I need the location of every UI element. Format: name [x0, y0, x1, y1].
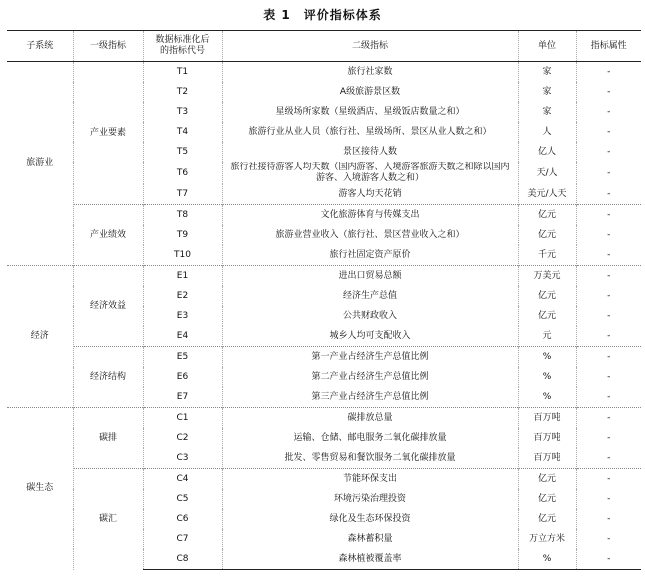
- code-cell: T6: [143, 162, 222, 184]
- unit-cell: 亿元: [518, 205, 576, 226]
- unit-cell: 千元: [518, 245, 576, 266]
- code-cell: E5: [143, 347, 222, 368]
- unit-cell: 亿元: [518, 306, 576, 326]
- attribute-cell: -: [607, 86, 611, 97]
- attribute-cell: -: [607, 229, 611, 240]
- unit-cell: 亿元: [518, 469, 576, 490]
- attribute-cell: -: [607, 106, 611, 117]
- primary-index-cell: 碳排: [73, 408, 143, 469]
- attribute-cell: -: [607, 310, 611, 321]
- code-cell: T3: [143, 102, 222, 122]
- attribute-cell: -: [607, 330, 611, 341]
- attribute-cell: -: [576, 469, 641, 490]
- code-cell: C8: [143, 549, 222, 570]
- attribute-cell: -: [576, 266, 641, 287]
- attribute-cell: -: [576, 549, 641, 570]
- attribute-cell: -: [607, 513, 611, 524]
- table-row: [7, 62, 641, 83]
- unit-cell: %: [518, 367, 576, 387]
- code-cell: T4: [143, 122, 222, 142]
- code-cell: C4: [143, 469, 222, 490]
- secondary-index-cell: 景区接待人数: [222, 142, 518, 162]
- unit-cell: 亿元: [518, 225, 576, 245]
- subsystem-cell: 经济: [7, 266, 73, 408]
- header-code: 数据标准化后 的指标代号: [143, 31, 222, 62]
- table-row: [7, 205, 641, 226]
- table-row: [7, 347, 641, 368]
- secondary-index-cell: 批发、零售贸易和餐饮服务二氧化碳排放量: [222, 448, 518, 469]
- unit-cell: 家: [518, 102, 576, 122]
- attribute-cell: -: [607, 290, 611, 301]
- code-cell: C5: [143, 489, 222, 509]
- unit-cell: 亿元: [518, 509, 576, 529]
- unit-cell: %: [518, 549, 576, 570]
- header-attribute: 指标属性: [576, 31, 641, 62]
- code-cell: E1: [143, 266, 222, 287]
- secondary-index-cell: 森林植被覆盖率: [222, 549, 518, 570]
- secondary-index-cell: 旅游业营业收入（旅行社、景区营业收入之和）: [222, 225, 518, 245]
- secondary-index-cell: 经济生产总值: [222, 286, 518, 306]
- evaluation-index-table: [7, 30, 641, 570]
- secondary-index-cell: 运输、仓储、邮电服务二氧化碳排放量: [222, 428, 518, 448]
- secondary-index-cell: 第三产业占经济生产总值比例: [222, 387, 518, 408]
- code-cell: C6: [143, 509, 222, 529]
- code-cell: C1: [143, 408, 222, 429]
- code-cell: T9: [143, 225, 222, 245]
- secondary-index-cell: 绿化及生态环保投资: [222, 509, 518, 529]
- secondary-index-cell: 文化旅游体育与传媒支出: [222, 205, 518, 226]
- secondary-index-cell: 碳排放总量: [222, 408, 518, 429]
- secondary-index-cell: 旅行社家数: [222, 62, 518, 83]
- attribute-cell: -: [607, 391, 611, 402]
- secondary-index-cell: 节能环保支出: [222, 469, 518, 490]
- unit-cell: 天/人: [518, 162, 576, 184]
- subsystem-cell: 旅游业: [7, 62, 73, 266]
- attribute-cell: -: [607, 66, 611, 77]
- secondary-index-cell: 星级场所家数（星级酒店、星级饭店数量之和）: [222, 102, 518, 122]
- unit-cell: 家: [518, 62, 576, 83]
- unit-cell: 元: [518, 326, 576, 347]
- code-cell: E4: [143, 326, 222, 347]
- code-cell: E2: [143, 286, 222, 306]
- table-body: [7, 62, 641, 570]
- primary-index-cell: 产业绩效: [73, 205, 143, 266]
- attribute-cell: -: [607, 533, 611, 544]
- code-cell: T8: [143, 205, 222, 226]
- attribute-cell: -: [607, 249, 611, 260]
- table-row: [7, 408, 641, 429]
- subsystem-cell: 碳生态: [7, 408, 73, 570]
- code-cell: C2: [143, 428, 222, 448]
- code-cell: T2: [143, 82, 222, 102]
- attribute-cell: -: [576, 205, 641, 226]
- attribute-cell: -: [607, 371, 611, 382]
- secondary-index-cell: 旅行社接待游客人均天数（国内游客、入境游客旅游天数之和除以国内游客、入境游客人数之和）: [222, 162, 518, 184]
- secondary-index-cell: 游客人均天花销: [222, 184, 518, 205]
- secondary-index-cell: 第一产业占经济生产总值比例: [222, 347, 518, 368]
- header-subsystem: 子系统: [7, 31, 73, 62]
- header-secondary-index: 二级指标: [222, 31, 518, 62]
- secondary-index-cell: 环境污染治理投资: [222, 489, 518, 509]
- attribute-cell: -: [576, 347, 641, 368]
- attribute-cell: -: [607, 188, 611, 199]
- code-cell: E6: [143, 367, 222, 387]
- unit-cell: 亿元: [518, 489, 576, 509]
- unit-cell: 百万吨: [518, 428, 576, 448]
- code-cell: T1: [143, 62, 222, 83]
- secondary-index-cell: 第二产业占经济生产总值比例: [222, 367, 518, 387]
- table-row: [7, 469, 641, 490]
- unit-cell: 家: [518, 82, 576, 102]
- attribute-cell: -: [607, 432, 611, 443]
- table-row: [7, 266, 641, 287]
- code-cell: C3: [143, 448, 222, 469]
- code-cell: C7: [143, 529, 222, 549]
- primary-index-cell: 经济效益: [73, 266, 143, 347]
- secondary-index-cell: A级旅游景区数: [222, 82, 518, 102]
- attribute-cell: -: [576, 408, 641, 429]
- attribute-cell: -: [607, 167, 611, 178]
- code-cell: T7: [143, 184, 222, 205]
- unit-cell: 万美元: [518, 266, 576, 287]
- unit-cell: 亿人: [518, 142, 576, 162]
- unit-cell: 人: [518, 122, 576, 142]
- secondary-index-cell: 旅游行业从业人员（旅行社、星级场所、景区从业人数之和）: [222, 122, 518, 142]
- secondary-index-cell: 森林蓄积量: [222, 529, 518, 549]
- unit-cell: 美元/人天: [518, 184, 576, 205]
- attribute-cell: -: [607, 146, 611, 157]
- table-title: 表 1 评价指标体系: [263, 8, 382, 22]
- primary-index-cell: 产业要素: [73, 62, 143, 205]
- unit-cell: 万立方米: [518, 529, 576, 549]
- unit-cell: %: [518, 347, 576, 368]
- secondary-index-cell: 进出口贸易总额: [222, 266, 518, 287]
- code-cell: T5: [143, 142, 222, 162]
- primary-index-cell: 经济结构: [73, 347, 143, 408]
- primary-index-cell: 碳汇: [73, 469, 143, 570]
- unit-cell: 百万吨: [518, 448, 576, 469]
- header-primary-index: 一级指标: [73, 31, 143, 62]
- secondary-index-cell: 城乡人均可支配收入: [222, 326, 518, 347]
- attribute-cell: -: [607, 493, 611, 504]
- unit-cell: 百万吨: [518, 408, 576, 429]
- code-cell: E3: [143, 306, 222, 326]
- header-unit: 单位: [518, 31, 576, 62]
- attribute-cell: -: [607, 126, 611, 137]
- table-header-row: [7, 31, 641, 62]
- unit-cell: 亿元: [518, 286, 576, 306]
- unit-cell: %: [518, 387, 576, 408]
- secondary-index-cell: 公共财政收入: [222, 306, 518, 326]
- secondary-index-cell: 旅行社固定资产原价: [222, 245, 518, 266]
- code-cell: T10: [143, 245, 222, 266]
- code-cell: E7: [143, 387, 222, 408]
- attribute-cell: -: [607, 452, 611, 463]
